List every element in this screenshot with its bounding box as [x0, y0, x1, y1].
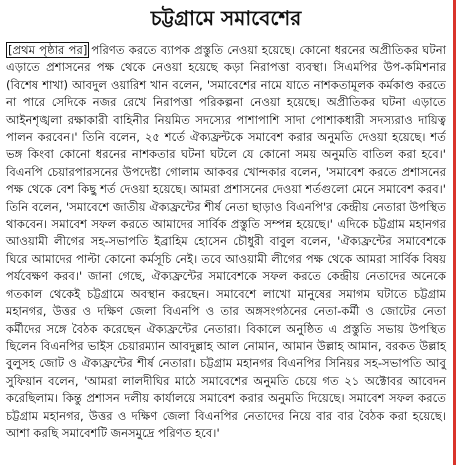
article-body — [6, 42, 446, 442]
continuation-tag: [প্রথম পৃষ্ঠার পর] — [8, 43, 88, 57]
article-body-text: পরিণত করতে ব্যাপক প্রস্তুতি নেওয়া হয়েছে। কোনো ধরনের অপ্রীতিকর ঘটনা এড়াতে প্রশাসনের পক্ষ থেকে নেওয়া হয়েছে কড়া নিরাপত্তা ব্যবস্থা। সিএমপির উপ-কমিশনার (বিশেষ শাখা) আবদুল ওয়ারিশ খান বলেন, 'সমাবেশের নামে যাতে নাশকতামূলক কর্মকাণ্ড করতে না পারে সেদিকে নজর রেখে নিরাপত্তা পরিকল্পনা নেওয়া হয়েছে। অপ্রীতিকর ঘটনা এড়াতে আইনশৃঙ্খলা রক্ষাকারী বাহিনীর নিয়মিত সদস্যের পাশাপাশি সাদা পোশাকধারী সদস্যরাও দায়িত্ব পালন করবেন।' তিনি বলেন, ২৫ শর্তে ঐক্যফ্রন্টকে সমাবেশ করার অনুমতি দেওয়া হয়েছে। শর্ত ভঙ্গ কিংবা কোনো ধরনের নাশকতার ঘটনা ঘটলে যে কোনো সময় অনুমতি বাতিল করা হবে।' বিএনপি চেয়ারপারসনের উপদেষ্টা গোলাম আকবর খোন্দকার বলেন, 'সমাবেশ করতে প্রশাসনের পক্ষ থেকে বেশ কিছু শর্ত দেওয়া হয়েছে। আমরা প্রশাসনের দেওয়া শর্তগুলো মেনে সমাবেশ করব।' তিনি বলেন, 'সমাবেশে জাতীয় ঐক্যফ্রন্টের শীর্ষ নেতা ছাড়াও বিএনপি'র কেন্দ্রীয় নেতারা উপস্থিত থাকবেন। সমাবেশ সফল করতে আমাদের সার্বিক প্রস্তুতি সম্পন্ন হয়েছে।' এদিকে চট্টগ্রাম মহানগর আওয়ামী লীগের সহ-সভাপতি ইব্রাহিম হোসেন চৌধুরী বাবুল বলেন, 'ঐক্যফ্রন্টের সমাবেশকে ঘিরে আমাদের পাল্টা কোনো কর্মসূচি নেই। তবে আওয়ামী লীগের পক্ষ থেকে আমরা সার্বিক বিষয় পর্যবেক্ষণ করব।' জানা গেছে, ঐক্যফ্রন্টের সমাবেশকে সফল করতে কেন্দ্রীয় নেতাদের অনেকে গতকাল থেকেই চট্টগ্রামে অবস্থান করছেন। সমাবেশে লাখো মানুষের সমাগম ঘটাতে চট্টগ্রাম মহানগর, উত্তর ও দক্ষিণ জেলা বিএনপি ও তার অঙ্গসংগঠনের নেতা-কর্মী ও জোটের নেতা কর্মীদের সঙ্গে বৈঠক করেছেন ঐক্যফ্রন্টের নেতারা। বিকালে অনুষ্ঠিত এ প্রস্তুতি সভায় উপস্থিত ছিলেন বিএনপির ভাইস চেয়ারম্যান আবদুল্লাহ আল নোমান, আমান উল্লাহ আমান, বরকত উল্লাহ বুলুসহ জোট ও ঐক্যফ্রন্টের শীর্ষ নেতারা। চট্টগ্রাম মহানগর বিএনপির সিনিয়র সহ-সভাপতি আবু সুফিয়ান বলেন, 'আমরা লালদীঘির মাঠে সমাবেশের অনুমতি চেয়ে গত ২১ অক্টোবর আবেদন করেছিলাম। কিন্তু প্রশাসন দলীয় কার্যালয়ে সমাবেশ করার অনুমতি দিয়েছে। সমাবেশ সফল করতে চট্টগ্রাম মহানগর, উত্তর ও দক্ষিণ জেলা বিএনপির নেতাদের নিয়ে বার বার বৈঠক করা হয়েছে। আশা করছি সমাবেশটি জনসমুদ্রে পরিণত হবে।' — [6, 43, 446, 440]
article-headline: চট্টগ্রামে সমাবেশের — [150, 6, 302, 30]
